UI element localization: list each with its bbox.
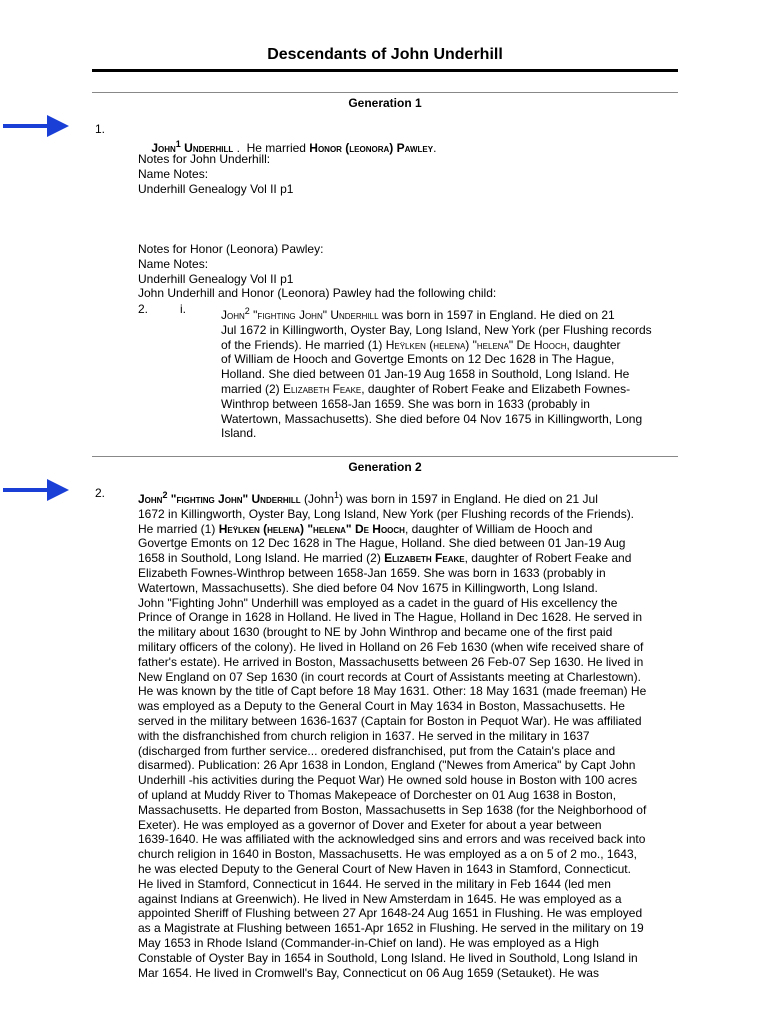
note-line: Underhill Genealogy Vol II p1: [138, 181, 294, 196]
arrow-right-icon: [3, 478, 69, 502]
note-line: Name Notes:: [138, 166, 209, 181]
child-line: Winthrop between 1658-Jan 1659. She was born in 1633 (probably in: [221, 396, 590, 411]
child-spouse1-tail: , daughter: [566, 337, 621, 352]
bio-line: He lived in Stamford, Connecticut in 1644. He served in the military in Feb 1644 (led men: [138, 876, 611, 891]
child-name: John: [221, 308, 245, 322]
child-line: Holland. She died between 01 Jan-19 Aug 1658 in Southold, Long Island. He: [221, 367, 630, 382]
bio-text: , daughter of William de Hooch and: [404, 521, 593, 536]
bio-line: with the disfranchished from church religion in 1637. He served in the military in 1637: [138, 728, 590, 743]
generation-2-heading: Generation 2: [348, 460, 422, 474]
generation-superscript: 2: [162, 490, 168, 500]
child-nickname: "fighting John" Underhill: [249, 308, 379, 322]
bio-line: served in the military between 1636-1637 (Captain for Boston in Pequot War). He was affiliated: [138, 713, 642, 728]
biography-body: [138, 566, 683, 980]
page-title: Descendants of John Underhill: [267, 46, 503, 63]
note-line: Name Notes:: [138, 256, 209, 271]
parent-gen-superscript: 1: [334, 490, 340, 500]
bio-line: Prince of Orange in 1628 in Holland. He lived in The Hague, Holland in Dec 1628. He served in: [138, 610, 643, 625]
arrow-right-icon: [3, 114, 69, 138]
generation-superscript: 1: [175, 138, 181, 149]
spouse-tail: .: [433, 140, 437, 155]
person-nickname: "fighting John" Underhill: [167, 492, 301, 506]
child-gen-superscript: 2: [244, 306, 250, 316]
bio-line: against Indians at Greenwich). He lived in New Amsterdam in 1645. He was employed as a: [138, 891, 622, 906]
generation-2-rule: [92, 456, 678, 457]
bio-text: He married (1): [138, 521, 219, 536]
spouse-name: Elizabeth Feake: [384, 551, 465, 566]
spouse-name: Heÿlken (helena) "helena" De Hooch: [218, 521, 405, 536]
parent-ref: (John: [300, 492, 334, 506]
bio-line: military officers of the colony). He lived in Holland on 26 Feb 1630 (when wife received share of: [138, 639, 644, 654]
bio-line: Exeter). He was employed as a governor of Dover and Exeter for about a year between: [138, 817, 602, 832]
title-rule: [92, 69, 678, 72]
generation-1-rule: [92, 92, 678, 93]
notes-honor: [138, 242, 683, 301]
child-spouse1: Heÿlken (helena) "helena" De Hooch: [385, 337, 567, 352]
person-name: John: [138, 492, 163, 506]
bio-line: appointed Sheriff of Flushing between 27 Apr 1648-24 Aug 1651 in Flushing. He was employed: [138, 906, 643, 921]
bio-text: ) was born in 1597 in England. He died on 21 Jul: [339, 492, 598, 506]
bio-line: John "Fighting John" Underhill was employed as a cadet in the guard of His excellency the: [138, 595, 618, 610]
bio-line: 1672 in Killingworth, Oyster Bay, Long Island, New York (per Flushing records of the Friends).: [138, 506, 635, 521]
child-line: Watertown, Massachusetts). She died before 04 Nov 1675 in Killingworth, Long: [221, 411, 643, 426]
bio-line: was employed as a Deputy to the General Court in May 1634 in Boston, Massachusetts. He: [138, 699, 625, 714]
child-line: married (2): [221, 381, 284, 396]
bio-line: Elizabeth Fownes-Winthrop between 1658-Jan 1659. She was born in 1633 (probably in: [138, 565, 606, 580]
bio-line: Govertge Emonts on 12 Dec 1628 in The Hague, Holland. She died between 01 Jan-19 Aug: [138, 536, 626, 551]
person-name: John: [151, 140, 176, 155]
spouse-name: Honor (leonora) Pawley: [309, 140, 434, 155]
bio-line: disarmed). Publication: 26 Apr 1638 in London, England ("Newes from America" by Capt John: [138, 758, 636, 773]
bio-line: father's estate). He arrived in Boston, Massachusetts between 26 Feb-07 Sep 1630. He lived in: [138, 654, 644, 669]
bio-line: church religion in 1640 in Boston, Massachusetts. He was employed as a on 5 of 2 mo., 1643,: [138, 847, 637, 862]
generation-2-entry: [138, 488, 683, 980]
bio-line: He was known by the title of Capt before 18 May 1631. Other: 18 May 1631 (made freeman) He: [138, 684, 647, 699]
child-spouse2-tail: , daughter of Robert Feake and Elizabeth Fownes-: [361, 381, 631, 396]
bio-line: (discharged from further service... oredered disfranchised, put from the Catain's place and: [138, 743, 616, 758]
married-text: . He married: [233, 140, 310, 155]
note-line: Notes for John Underhill:: [138, 152, 271, 166]
child-line: Jul 1672 in Killingworth, Oyster Bay, Long Island, New York (per Flushing records: [221, 322, 652, 337]
notes-john: [138, 152, 683, 196]
bio-line: New England on 07 Sep 1630 (in court records at Court of Assistants meeting at Charlestown).: [138, 669, 641, 684]
bio-line: Watertown, Massachusetts). She died before 04 Nov 1675 in Killingworth, Long Island.: [138, 580, 598, 595]
bio-line: the military about 1630 (brought to NE by John Winthrop and became one of the first paid: [138, 625, 613, 640]
person-surname: Underhill: [184, 140, 234, 155]
note-line: John Underhill and Honor (Leonora) Pawley had the following child:: [138, 286, 497, 301]
bio-line: of upland at Muddy River to Thomas Makepeace of Dorchester on 01 Aug 1638 in Boston,: [138, 787, 617, 802]
bio-line: Mar 1654. He lived in Cromwell's Bay, Connecticut on 06 Aug 1659 (Setauket). He was: [138, 965, 599, 980]
child-line: of William de Hooch and Govertge Emonts on 12 Dec 1628 in The Hague,: [221, 352, 615, 367]
bio-line: Constable of Oyster Bay in 1654 in Southold, Long Island. He lived in Southold, Long Island in: [138, 950, 638, 965]
bio-text: 1658 in Southold, Long Island. He married (2): [138, 551, 385, 566]
child-line: Island.: [221, 426, 257, 441]
child-roman: i.: [180, 302, 186, 316]
child-line: of the Friends). He married (1): [221, 337, 386, 352]
bio-line: Underhill -his activities during the Pequot War) He owned sold house in Boston with 100 acres: [138, 773, 638, 788]
entry-number: 2.: [95, 486, 106, 500]
bio-text: , daughter of Robert Feake and: [464, 551, 632, 566]
generation-1-heading: Generation 1: [348, 96, 422, 110]
entry-number: 1.: [95, 122, 106, 136]
bio-line: Massachusetts. He departed from Boston, Massachusetts in Sep 1638 (for the Neighborhood of: [138, 802, 647, 817]
child-entry: [221, 304, 679, 441]
child-spouse2: Elizabeth Feake: [283, 381, 362, 396]
note-line: Notes for Honor (Leonora) Pawley:: [138, 242, 324, 256]
bio-line: he was elected Deputy to the General Court of New Haven in 1643 in Stamford, Connecticut.: [138, 861, 631, 876]
bio-line: as a Magistrate at Flushing between 1651-Apr 1652 in Flushing. He served in the military on 19: [138, 921, 644, 936]
child-number: 2.: [138, 302, 149, 316]
bio-line: 1639-1640. He was affiliated with the acknowledged sins and errors and was received back into: [138, 832, 646, 847]
note-line: Underhill Genealogy Vol II p1: [138, 271, 294, 286]
bio-line: May 1653 in Rhode Island (Commander-in-Chief on land). He was employed as a High: [138, 935, 599, 950]
child-line: was born in 1597 in England. He died on 21: [378, 308, 615, 322]
